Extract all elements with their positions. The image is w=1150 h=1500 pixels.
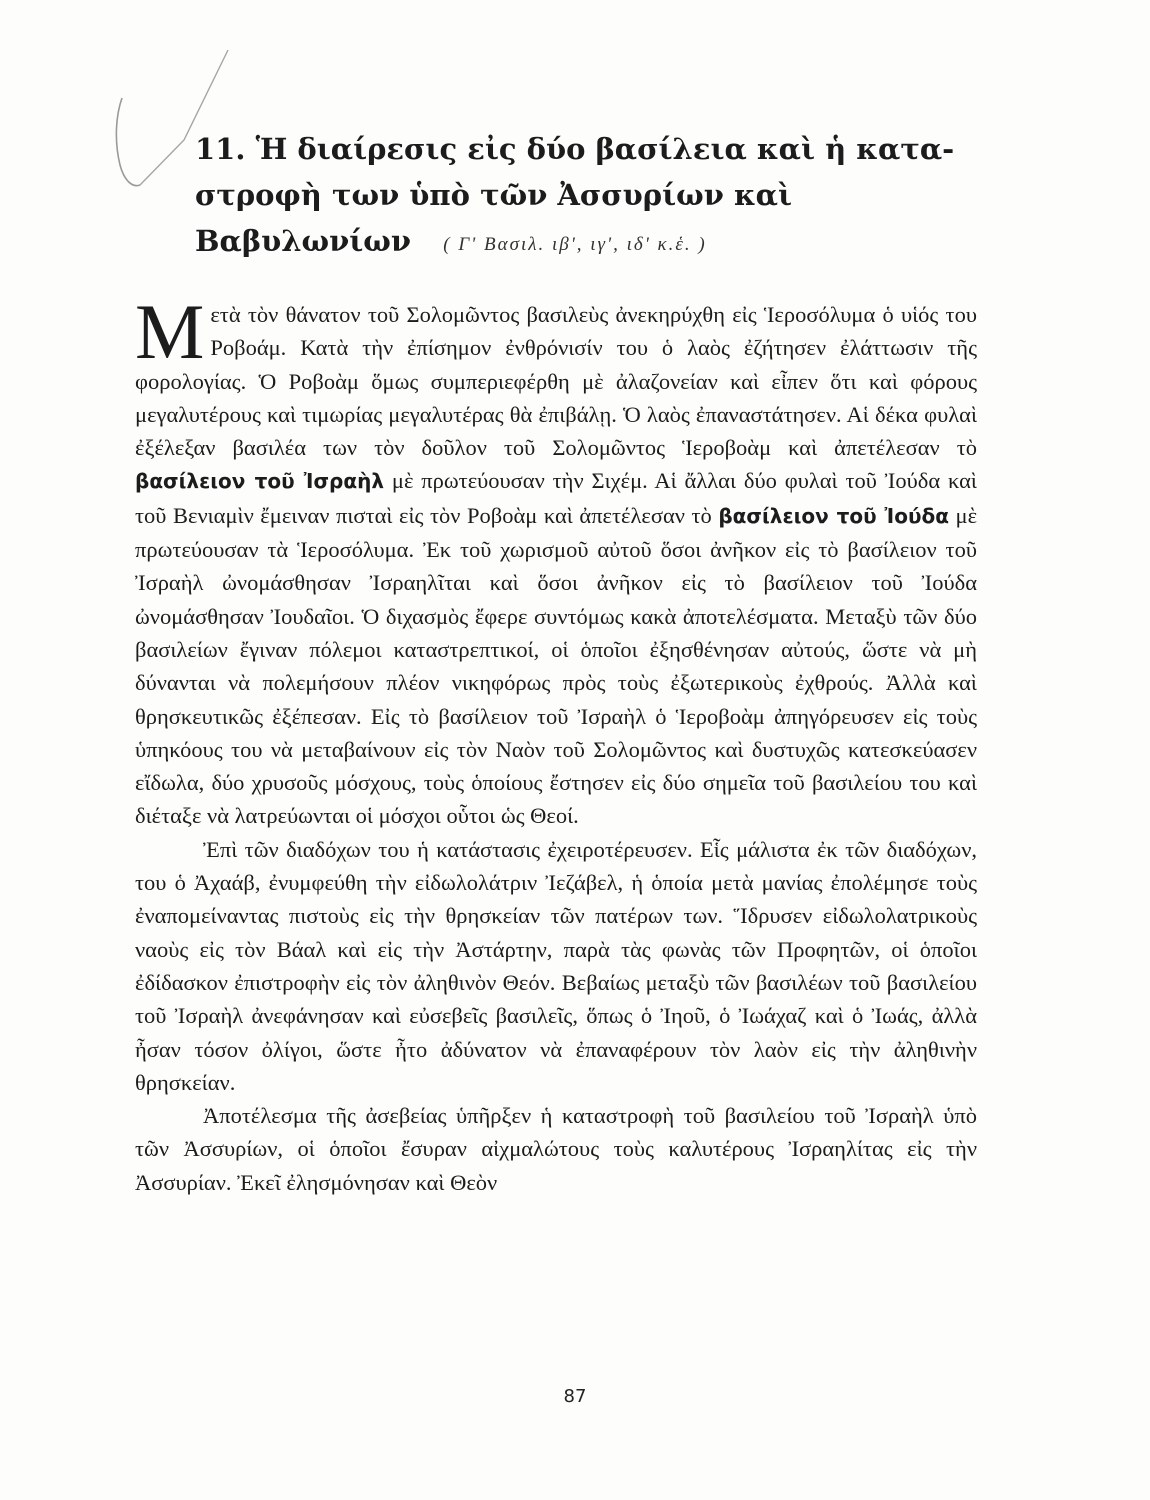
- chapter-title-line2: στροφὴ των ὑπὸ τῶν Ἀσσυρίων καὶ Βαβυλωνίων: [195, 178, 793, 258]
- kingdom-israel-term: βασίλειον τοῦ Ἰσραὴλ: [135, 469, 384, 494]
- drop-cap: Μ: [135, 288, 205, 375]
- chapter-title-line1: Ἡ διαίρεσις εἰς δύο βασίλεια καὶ ἡ κατα-: [255, 132, 955, 166]
- paragraph-2: Ἐπὶ τῶν διαδόχων του ἡ κατάστασις ἐχειροτέρευσεν. Εἷς μάλιστα ἐκ τῶν διαδόχων, του ὁ Ἀχαάβ, ἐνυμφεύθη τὴν εἰδωλολάτριν Ἰεζάβελ, ἡ ὁποία μετὰ μανίας ἐπολέμησε τοὺς ἐναπομείναντας πιστοὺς εἰς τὴν θρησκείαν τῶν πατέρων των. Ἵδρυσεν εἰδωλολατρικοὺς ναοὺς εἰς τὸν Βάαλ καὶ εἰς τὴν Ἀστάρτην, παρὰ τὰς φωνὰς τῶν Προφητῶν, οἱ ὁποῖοι ἐδίδασκον ἐπιστροφὴν εἰς τὸν ἀληθινὸν Θεόν. Βεβαίως μεταξὺ τῶν βασιλέων τοῦ βασιλείου τοῦ Ἰσραὴλ ἀνεφάνησαν καὶ εὐσεβεῖς βασιλεῖς, ὅπως ὁ Ἰηοῦ, ὁ Ἰωάχαζ καὶ ὁ Ἰωάς, ἀλλὰ ἦσαν τόσον ὀλίγοι, ὥστε ἦτο ἀδύνατον νὰ ἐπαναφέρουν τὸν λαὸν εἰς τὴν ἀληθινὴν θρησκείαν.: [135, 836, 977, 1095]
- body-text: [135, 288, 978, 1199]
- page-number: 87: [563, 1386, 587, 1407]
- paragraph-3: Ἀποτέλεσμα τῆς ἀσεβείας ὑπῆρξεν ἡ καταστροφὴ τοῦ βασιλείου τοῦ Ἰσραὴλ ὑπὸ τῶν Ἀσσυρίων, οἱ ὁποῖοι ἔσυραν αἰχμαλώτους τοὺς καλυτέρους Ἰσραηλίτας εἰς τὴν Ἀσσυρίαν. Ἐκεῖ ἐλησμόνησαν καὶ Θεὸν: [135, 1103, 977, 1195]
- paragraph-1: [135, 288, 978, 833]
- paragraph-1-part1: ετὰ τὸν θάνατον τοῦ Σολομῶντος βασιλεὺς ἀνεκηρύχθη εἰς Ἱεροσόλυμα ὁ υἱός του Ροβοάμ. Κατὰ τὴν ἐπίσημον ἐνθρόνισίν του ὁ λαὸς ἐζήτησεν ἐλάττωσιν τῆς φορολογίας. Ὁ Ροβοὰμ ὅμως συμπεριεφέρθη μὲ ἀλαζονείαν καὶ εἶπεν ὅτι καὶ φόρους μεγαλυτέρους καὶ τιμωρίας μεγαλυτέρας θὰ ἐπιβάλῃ. Ὁ λαὸς ἐπαναστάτησεν. Αἱ δέκα φυλαὶ ἐξέλεξαν βασιλέα των τὸν δοῦλον τοῦ Σολομῶντος Ἱεροβοὰμ καὶ ἀπετέλεσαν τὸ: [135, 302, 977, 461]
- chapter-number: 11.: [195, 132, 246, 166]
- paragraph-1-part3: μὲ πρωτεύουσαν τὰ Ἱεροσόλυμα. Ἐκ τοῦ χωρισμοῦ αὐτοῦ ὅσοι ἀνῆκον εἰς τὸ βασίλειον τοῦ Ἰσραὴλ ὠνομάσθησαν Ἰσραηλῖται καὶ ὅσοι ἀνῆκον εἰς τὸ βασίλειον τοῦ Ἰούδα ὠνομάσθησαν Ἰουδαῖοι. Ὁ διχασμὸς ἔφερε συντόμως κακὰ ἀποτελέσματα. Μεταξὺ τῶν δύο βασιλείων ἔγιναν πόλεμοι καταστρεπτικοί, οἱ ὁποῖοι ἐξησθένησαν αὐτούς, ὥστε νὰ μὴ δύνανται νὰ πολεμήσουν πλέον νικηφόρως πρὸς τοὺς ἐξωτερικοὺς ἐχθρούς. Ἀλλὰ καὶ θρησκευτικῶς ἐξέπεσαν. Εἰς τὸ βασίλειον τοῦ Ἰσραὴλ ὁ Ἱεροβοὰμ ἀπηγόρευσεν εἰς τοὺς ὑπηκόους του νὰ μεταβαίνουν εἰς τὸν Ναὸν τοῦ Σολομῶντος καὶ δυστυχῶς κατεσκεύασεν εἴδωλα, δύο χρυσοῦς μόσχους, τοὺς ὁποίους ἔστησεν εἰς δύο σημεῖα τοῦ βασιλείου του καὶ διέταξε νὰ λατρεύωνται οἱ μόσχοι οὗτοι ὡς Θεοί.: [135, 502, 978, 829]
- paragraph-1-part2: μὲ πρωτεύουσαν τὴν Σιχέμ. Αἱ ἄλλαι δύο φυλαὶ τοῦ Ἰούδα καὶ τοῦ Βενιαμὶν ἔμειναν πισταὶ εἰς τὸν Ροβοὰμ καὶ ἀπετέλεσαν τὸ: [135, 468, 977, 528]
- kingdom-judah-term: βασίλειον τοῦ Ἰούδα: [718, 503, 949, 528]
- scripture-reference: ( Γ' Βασιλ. ιβ', ιγ', ιδ' κ.ἑ. ): [443, 234, 707, 255]
